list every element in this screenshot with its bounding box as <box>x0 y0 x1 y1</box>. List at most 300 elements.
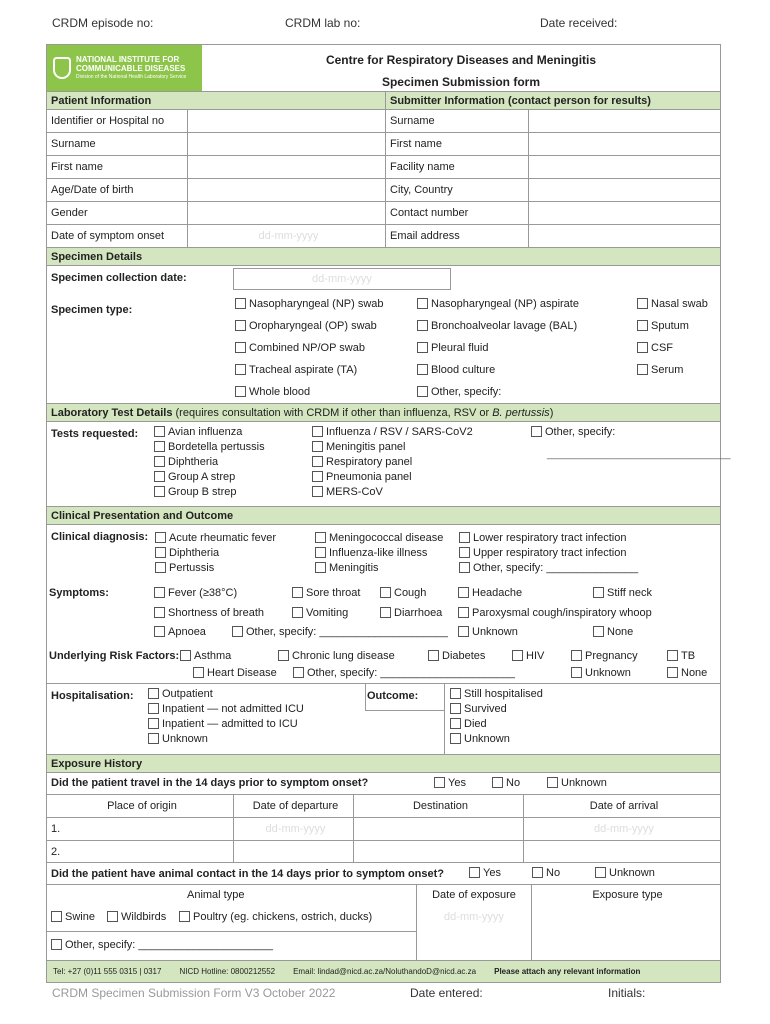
checkbox-icon <box>417 342 428 353</box>
test-option-label: Respiratory panel <box>326 456 413 468</box>
animal-no[interactable] <box>532 867 560 879</box>
travel-cell[interactable] <box>354 841 524 863</box>
travel-row <box>46 818 721 841</box>
specimen-option-label: Oropharyngeal (OP) swab <box>249 320 377 332</box>
diagnosis-option-label: Other, specify: _______________ <box>473 562 639 574</box>
lab-heading-title: Laboratory Test Details <box>51 407 173 419</box>
travel-question-row <box>46 773 721 795</box>
checkbox-icon <box>179 911 190 922</box>
test-option[interactable] <box>312 471 412 483</box>
risk-option-label: Pregnancy <box>585 650 638 662</box>
risk-option[interactable] <box>667 650 695 662</box>
patient-field-label: Surname <box>46 133 188 156</box>
hospitalisation-option[interactable] <box>148 733 208 745</box>
diagnosis-option[interactable] <box>315 532 443 544</box>
specimen-option[interactable] <box>417 364 495 376</box>
hospitalisation-option-label: Inpatient — not admitted ICU <box>162 703 304 715</box>
test-option-label: Group A strep <box>168 471 236 483</box>
clinical-heading: Clinical Presentation and Outcome <box>46 507 721 525</box>
animal-poultry-label: Poultry (eg. chickens, ostrich, ducks) <box>193 911 373 923</box>
checkbox-icon <box>450 718 461 729</box>
collection-date-input[interactable]: dd-mm-yyyy <box>233 268 451 290</box>
hospitalisation-option[interactable] <box>148 703 304 715</box>
patient-field-input[interactable] <box>188 156 386 179</box>
checkbox-icon <box>154 441 165 452</box>
checkbox-icon <box>155 547 166 558</box>
submitter-field-input[interactable] <box>529 179 721 202</box>
checkbox-icon <box>637 320 648 331</box>
checkbox-icon <box>235 342 246 353</box>
risk-option[interactable] <box>428 650 485 662</box>
lab-section <box>46 422 731 507</box>
symptom-option[interactable] <box>154 626 206 638</box>
diagnosis-option[interactable] <box>155 562 214 574</box>
checkbox-icon <box>571 650 582 661</box>
risk-option[interactable] <box>571 667 631 679</box>
outcome-option[interactable] <box>450 718 487 730</box>
initials-label: Initials: <box>608 986 646 1000</box>
animal-swine-label: Swine <box>65 911 95 923</box>
animal-poultry[interactable] <box>179 911 372 923</box>
travel-col-header: Date of arrival <box>524 795 721 818</box>
hospitalisation-option-label: Outpatient <box>162 688 213 700</box>
submitter-field-label: First name <box>386 133 529 156</box>
test-option-label: Pneumonia panel <box>326 471 412 483</box>
logo-line2: COMMUNICABLE DISEASES <box>76 63 186 73</box>
checkbox-icon <box>417 320 428 331</box>
symptom-option[interactable] <box>458 626 518 638</box>
test-option-label: MERS-CoV <box>326 486 383 498</box>
travel-cell[interactable]: dd-mm-yyyy <box>234 818 354 841</box>
travel-cell[interactable] <box>524 841 721 863</box>
logo-line1: NATIONAL INSTITUTE FOR <box>76 54 180 64</box>
nicd-logo <box>47 45 202 91</box>
specimen-option[interactable] <box>417 386 501 398</box>
exposure-heading: Exposure History <box>46 755 721 773</box>
specimen-option[interactable] <box>235 386 310 398</box>
patient-field-input[interactable] <box>188 110 386 133</box>
checkbox-icon <box>312 426 323 437</box>
risk-option-label: HIV <box>526 650 545 662</box>
checkbox-icon <box>293 667 304 678</box>
checkbox-icon <box>595 867 606 878</box>
checkbox-icon <box>155 562 166 573</box>
checkbox-icon <box>637 342 648 353</box>
specimen-option-label: Nasopharyngeal (NP) aspirate <box>431 298 579 310</box>
test-option[interactable] <box>312 426 473 438</box>
checkbox-icon <box>107 911 118 922</box>
diagnosis-option-label: Diphtheria <box>169 547 220 559</box>
tests-requested-label: Tests requested: <box>51 428 139 440</box>
checkbox-icon <box>312 486 323 497</box>
risk-option-label: Chronic lung disease <box>292 650 395 662</box>
checkbox-icon <box>571 667 582 678</box>
symptom-option[interactable] <box>380 607 442 619</box>
checkbox-icon <box>450 703 461 714</box>
checkbox-icon <box>193 667 204 678</box>
animal-table <box>46 885 721 961</box>
specimen-option-label: Nasopharyngeal (NP) swab <box>249 298 384 310</box>
checkbox-icon <box>450 688 461 699</box>
specimen-option[interactable] <box>235 320 377 332</box>
checkbox-icon <box>154 456 165 467</box>
diagnosis-option-label: Pertussis <box>169 562 215 574</box>
specimen-option-label: Blood culture <box>431 364 496 376</box>
travel-yes[interactable] <box>434 777 466 789</box>
hospitalisation-label: Hospitalisation: <box>51 690 134 702</box>
specimen-heading: Specimen Details <box>46 248 721 266</box>
checkbox-icon <box>51 939 62 950</box>
specimen-option[interactable] <box>637 320 689 332</box>
checkbox-icon <box>458 607 469 618</box>
form-footer <box>46 961 721 983</box>
submitter-field-label: City, Country <box>386 179 529 202</box>
checkbox-icon <box>51 911 62 922</box>
symptom-option[interactable] <box>593 626 633 638</box>
checkbox-icon <box>148 733 159 744</box>
symptom-option-label: Apnoea <box>168 626 206 638</box>
symptom-option-label: Other, specify: _____________________ <box>246 626 448 638</box>
diagnosis-option[interactable] <box>155 547 219 559</box>
specimen-option-label: CSF <box>651 342 673 354</box>
checkbox-icon <box>315 547 326 558</box>
specimen-option[interactable] <box>417 320 577 332</box>
lab-heading-end: ) <box>549 407 554 419</box>
checkbox-icon <box>292 587 303 598</box>
checkbox-icon <box>593 587 604 598</box>
lab-other-line[interactable]: ______________________________ <box>547 448 731 460</box>
form-title: Centre for Respiratory Diseases and Meningitis <box>325 53 597 67</box>
collection-date-label: Specimen collection date: <box>51 272 187 284</box>
symptom-option-label: Vomiting <box>306 607 349 619</box>
symptom-option-label: Diarrhoea <box>394 607 443 619</box>
exposure-type-header: Exposure type <box>592 889 663 901</box>
checkbox-icon <box>278 650 289 661</box>
specimen-option-label: Other, specify: <box>431 386 502 398</box>
outcome-option[interactable] <box>450 688 543 700</box>
diagnosis-option[interactable] <box>155 532 276 544</box>
risk-option-label: Heart Disease <box>207 667 277 679</box>
submitter-field-label: Contact number <box>386 202 529 225</box>
specimen-option-label: Whole blood <box>249 386 311 398</box>
checkbox-icon <box>292 607 303 618</box>
outcome-option[interactable] <box>450 733 510 745</box>
specimen-option[interactable] <box>637 364 683 376</box>
checkbox-icon <box>148 688 159 699</box>
patient-heading: Patient Information <box>46 92 386 110</box>
checkbox-icon <box>235 386 246 397</box>
risk-option[interactable] <box>278 650 395 662</box>
submitter-field-input[interactable] <box>529 156 721 179</box>
submitter-field-input[interactable] <box>529 133 721 156</box>
logo-sub: Division of the National Health Laboratory Service <box>76 73 187 80</box>
checkbox-icon <box>380 607 391 618</box>
footer-attach: Please attach any relevant information <box>494 967 641 976</box>
checkbox-icon <box>547 777 558 788</box>
specimen-option-label: Serum <box>651 364 684 376</box>
risk-option-label: Other, specify: ______________________ <box>307 667 515 679</box>
travel-table <box>46 795 721 863</box>
risk-option-label: Diabetes <box>442 650 486 662</box>
submitter-heading: Submitter Information (contact person for results) <box>386 92 721 110</box>
risk-option-label: TB <box>681 650 696 662</box>
patient-field-label: Identifier or Hospital no <box>46 110 188 133</box>
diagnosis-option-label: Influenza-like illness <box>329 547 428 559</box>
animal-unknown[interactable] <box>595 867 655 879</box>
animal-wildbirds[interactable] <box>107 911 166 923</box>
outcome-option-label: Still hospitalised <box>464 688 543 700</box>
animal-other[interactable] <box>51 939 273 951</box>
travel-unknown[interactable] <box>547 777 607 789</box>
patient-field-label: Date of symptom onset <box>46 225 188 248</box>
symptom-option-label: Sore throat <box>306 587 361 599</box>
clinical-diagnosis-label: Clinical diagnosis: <box>51 531 149 543</box>
checkbox-icon <box>469 867 480 878</box>
symptom-option[interactable] <box>380 587 426 599</box>
animal-type-header: Animal type <box>187 889 245 901</box>
exposure-date-header: Date of exposure <box>432 889 516 901</box>
patient-field-input[interactable] <box>188 133 386 156</box>
travel-cell[interactable] <box>354 818 524 841</box>
test-option[interactable] <box>154 456 218 468</box>
checkbox-icon <box>235 320 246 331</box>
checkbox-icon <box>154 471 165 482</box>
outcome-option-label: Unknown <box>464 733 510 745</box>
risk-option[interactable] <box>512 650 544 662</box>
risk-option[interactable] <box>667 667 707 679</box>
checkbox-icon <box>155 532 166 543</box>
info-rows <box>46 110 721 248</box>
symptom-option-label: None <box>607 626 634 638</box>
specimen-type-label: Specimen type: <box>51 304 133 316</box>
checkbox-icon <box>459 562 470 573</box>
checkbox-icon <box>180 650 191 661</box>
test-option-label: Influenza / RSV / SARS-CoV2 <box>326 426 473 438</box>
symptom-option[interactable] <box>292 587 360 599</box>
diagnosis-option-label: Lower respiratory tract infection <box>473 532 627 544</box>
diagnosis-option-label: Acute rheumatic fever <box>169 532 276 544</box>
submitter-field-label: Facility name <box>386 156 529 179</box>
travel-cell[interactable] <box>234 841 354 863</box>
diagnosis-option-label: Meningococcal disease <box>329 532 444 544</box>
specimen-option[interactable] <box>637 342 673 354</box>
test-option[interactable] <box>154 486 236 498</box>
diagnosis-option-label: Meningitis <box>329 562 379 574</box>
symptom-option[interactable] <box>154 607 264 619</box>
diagnosis-option[interactable] <box>315 547 427 559</box>
checkbox-icon <box>459 547 470 558</box>
travel-cell[interactable]: 2. <box>46 841 234 863</box>
animal-wildbirds-label: Wildbirds <box>121 911 167 923</box>
specimen-option[interactable] <box>417 342 488 354</box>
checkbox-icon <box>154 607 165 618</box>
checkbox-icon <box>154 486 165 497</box>
checkbox-icon <box>312 456 323 467</box>
symptom-option-label: Fever (≥38°C) <box>168 587 238 599</box>
checkbox-icon <box>593 626 604 637</box>
checkbox-icon <box>148 718 159 729</box>
travel-col-header: Destination <box>354 795 524 818</box>
risk-factors-label: Underlying Risk Factors: <box>49 650 180 662</box>
test-option-label: Diphtheria <box>168 456 219 468</box>
animal-question: Did the patient have animal contact in the 14 days prior to symptom onset? <box>51 868 445 880</box>
symptom-option-label: Cough <box>394 587 427 599</box>
symptoms-label: Symptoms: <box>49 587 109 599</box>
animal-unknown-label: Unknown <box>609 867 655 879</box>
submission-form <box>46 44 731 983</box>
travel-col-header: Place of origin <box>46 795 234 818</box>
specimen-option[interactable] <box>637 298 708 310</box>
travel-no[interactable] <box>492 777 520 789</box>
checkbox-icon <box>458 587 469 598</box>
nicd-logo-icon <box>53 57 71 79</box>
hospitalisation-option[interactable] <box>148 718 298 730</box>
outcome-option-label: Survived <box>464 703 507 715</box>
diagnosis-option-label: Upper respiratory tract infection <box>473 547 627 559</box>
diagnosis-option[interactable] <box>459 562 638 574</box>
symptom-option[interactable] <box>458 607 652 619</box>
specimen-option-label: Pleural fluid <box>431 342 489 354</box>
checkbox-icon <box>532 867 543 878</box>
hospitalisation-option[interactable] <box>148 688 213 700</box>
symptom-option[interactable] <box>593 587 652 599</box>
symptom-option[interactable] <box>154 587 237 599</box>
checkbox-icon <box>417 364 428 375</box>
specimen-option[interactable] <box>235 342 365 354</box>
risk-option-label: None <box>681 667 708 679</box>
checkbox-icon <box>312 441 323 452</box>
checkbox-icon <box>380 587 391 598</box>
risk-option[interactable] <box>293 667 515 679</box>
risk-option-label: Unknown <box>585 667 631 679</box>
test-option-label: Bordetella pertussis <box>168 441 265 453</box>
footer-email: Email: lindad@nicd.ac.za/NoluthandoD@nicd.ac.za <box>293 967 477 976</box>
travel-header-row <box>46 795 721 818</box>
diagnosis-option[interactable] <box>459 532 626 544</box>
symptom-option-label: Stiff neck <box>607 587 653 599</box>
test-option[interactable] <box>154 441 265 453</box>
footer-hotline: NICD Hotline: 0800212552 <box>179 967 276 976</box>
lab-heading <box>46 404 721 422</box>
checkbox-icon <box>235 298 246 309</box>
checkbox-icon <box>148 703 159 714</box>
checkbox-icon <box>235 364 246 375</box>
animal-other-label: Other, specify: ______________________ <box>65 939 273 951</box>
test-other-option-label: Other, specify: <box>545 426 616 438</box>
travel-cell[interactable]: 1. <box>46 818 234 841</box>
test-option[interactable] <box>154 471 235 483</box>
form-version: CRDM Specimen Submission Form V3 October 2022 <box>52 986 336 1000</box>
risk-option-label: Asthma <box>194 650 232 662</box>
test-option[interactable] <box>154 426 242 438</box>
outcome-option[interactable] <box>450 703 507 715</box>
episode-no-label: CRDM episode no: <box>52 16 154 30</box>
submitter-field-input[interactable] <box>529 225 721 248</box>
patient-field-label: Gender <box>46 202 188 225</box>
risk-option[interactable] <box>193 667 277 679</box>
specimen-option-label: Bronchoalveolar lavage (BAL) <box>431 320 578 332</box>
checkbox-icon <box>637 364 648 375</box>
symptom-option[interactable] <box>292 607 348 619</box>
date-entered-label: Date entered: <box>410 986 483 1000</box>
hospitalisation-option-label: Unknown <box>162 733 208 745</box>
travel-question: Did the patient travel in the 14 days prior to symptom onset? <box>51 777 369 789</box>
animal-no-label: No <box>546 867 561 879</box>
checkbox-icon <box>154 587 165 598</box>
checkbox-icon <box>492 777 503 788</box>
travel-cell[interactable]: dd-mm-yyyy <box>524 818 721 841</box>
symptom-option[interactable] <box>458 587 522 599</box>
test-option-label: Group B strep <box>168 486 237 498</box>
lab-heading-note: (requires consultation with CRDM if other than influenza, RSV or <box>172 407 493 419</box>
checkbox-icon <box>417 386 428 397</box>
test-option-label: Meningitis panel <box>326 441 406 453</box>
risk-option[interactable] <box>180 650 231 662</box>
checkbox-icon <box>531 426 542 437</box>
checkbox-icon <box>417 298 428 309</box>
hospitalisation-option-label: Inpatient — admitted to ICU <box>162 718 298 730</box>
submitter-field-input[interactable] <box>529 110 721 133</box>
submitter-field-label: Email address <box>386 225 529 248</box>
diagnosis-option[interactable] <box>315 562 379 574</box>
checkbox-icon <box>315 532 326 543</box>
patient-field-label: First name <box>46 156 188 179</box>
specimen-option[interactable] <box>235 364 357 376</box>
animal-swine[interactable] <box>51 911 95 923</box>
patient-field-input[interactable] <box>188 202 386 225</box>
test-option[interactable] <box>312 441 406 453</box>
lab-no-label: CRDM lab no: <box>285 16 361 30</box>
checkbox-icon <box>667 650 678 661</box>
specimen-option-label: Tracheal aspirate (TA) <box>249 364 358 376</box>
diagnosis-option[interactable] <box>459 547 626 559</box>
form-subtitle: Specimen Submission form <box>381 75 541 89</box>
checkbox-icon <box>154 426 165 437</box>
animal-question-row <box>46 863 721 885</box>
patient-field-input[interactable] <box>188 179 386 202</box>
checkbox-icon <box>637 298 648 309</box>
submitter-field-input[interactable] <box>529 202 721 225</box>
specimen-option-label: Nasal swab <box>651 298 708 310</box>
specimen-option[interactable] <box>417 298 579 310</box>
test-option[interactable] <box>312 456 412 468</box>
checkbox-icon <box>458 626 469 637</box>
patient-field-label: Age/Date of birth <box>46 179 188 202</box>
form-header <box>46 44 721 92</box>
test-other-option[interactable] <box>531 426 615 438</box>
date-received-label: Date received: <box>540 16 618 30</box>
symptom-option-label: Headache <box>472 587 523 599</box>
symptom-option[interactable] <box>232 626 448 638</box>
specimen-option[interactable] <box>235 298 384 310</box>
outcome-label: Outcome: <box>367 690 419 702</box>
symptom-option-label: Shortness of breath <box>168 607 265 619</box>
patient-field-input[interactable]: dd-mm-yyyy <box>188 225 386 248</box>
submitter-field-label: Surname <box>386 110 529 133</box>
checkbox-icon <box>512 650 523 661</box>
checkbox-icon <box>459 532 470 543</box>
animal-yes[interactable] <box>469 867 501 879</box>
travel-col-header: Date of departure <box>234 795 354 818</box>
checkbox-icon <box>232 626 243 637</box>
checkbox-icon <box>315 562 326 573</box>
travel-row <box>46 841 721 863</box>
travel-yes-label: Yes <box>448 777 466 789</box>
test-option[interactable] <box>312 486 383 498</box>
risk-option[interactable] <box>571 650 638 662</box>
symptom-option-label: Unknown <box>472 626 518 638</box>
exposure-date-input[interactable]: dd-mm-yyyy <box>444 911 504 923</box>
